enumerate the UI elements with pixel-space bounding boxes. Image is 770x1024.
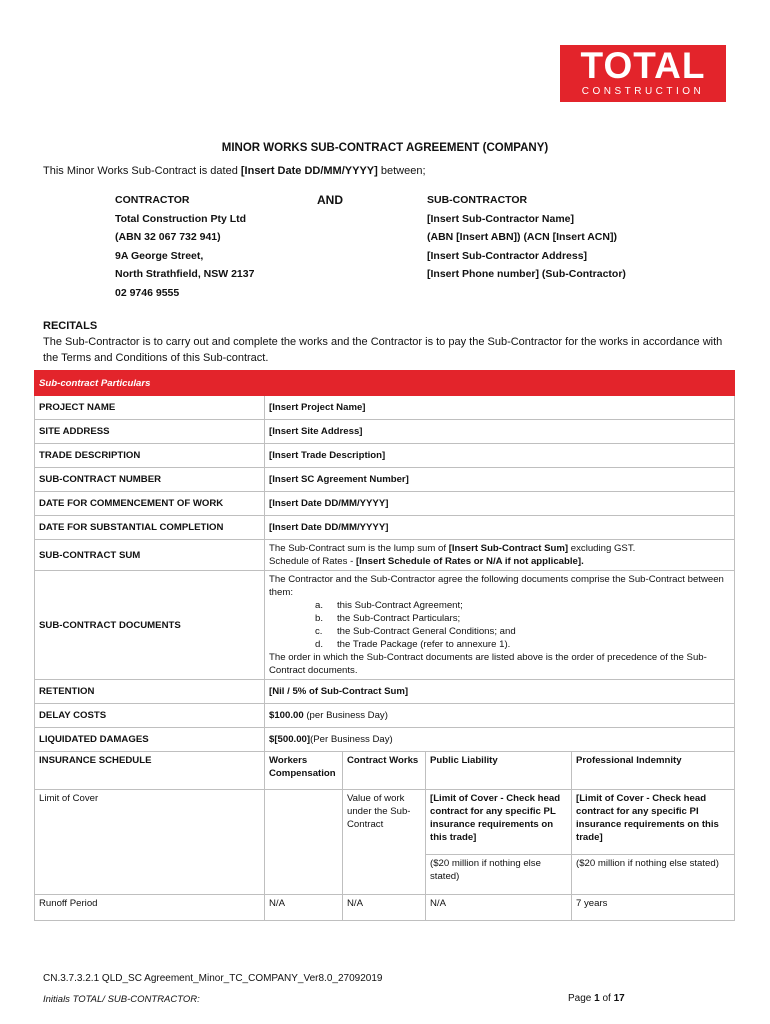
subcontractor-line: (ABN [Insert ABN]) (ACN [Insert ACN]) [427, 231, 617, 244]
table-row [35, 396, 735, 420]
ld-label: LIQUIDATED DAMAGES [35, 728, 265, 752]
runoff-value: 7 years [572, 895, 735, 921]
subcontractor-line: [Insert Sub-Contractor Address] [427, 249, 588, 262]
table-row [35, 468, 735, 492]
particulars-table [34, 370, 735, 921]
runoff-value: N/A [265, 895, 343, 921]
insurance-row [35, 752, 735, 790]
table-row [35, 516, 735, 540]
recitals-text: The Sub-Contractor is to carry out and complete the works and the Contractor is to pay the Sub-Contractor for the works in accordance with the Terms and Conditions of this Sub-contract. [43, 336, 723, 364]
recitals-heading: RECITALS [43, 320, 98, 332]
row-value: [Insert Project Name] [265, 396, 735, 420]
documents-outro: The order in which the Sub-Contract documents are listed above is the order of precedence of the Sub-Contract documents. [269, 652, 707, 676]
insurance-col: Contract Works [343, 752, 426, 790]
sum-line [269, 542, 730, 555]
document-title: MINOR WORKS SUB-CONTRACT AGREEMENT (COMPANY) [221, 142, 549, 154]
contractor-heading: CONTRACTOR [115, 194, 190, 206]
row-label: TRADE DESCRIPTION [35, 444, 265, 468]
subcontractor-heading: SUB-CONTRACTOR [427, 194, 528, 206]
limit-pl-note: ($20 million if nothing else stated) [426, 855, 572, 895]
delay-label: DELAY COSTS [35, 704, 265, 728]
runoff-label: Runoff Period [35, 895, 265, 921]
limit-pl: [Limit of Cover - Check head contract for any specific PL insurance requirements on this trade] [426, 790, 572, 855]
row-label: DATE FOR SUBSTANTIAL COMPLETION [35, 516, 265, 540]
insurance-label: INSURANCE SCHEDULE [35, 752, 265, 790]
table-row [35, 444, 735, 468]
list-item: c. the Sub-Contract General Conditions; and [315, 626, 516, 637]
contractor-line: (ABN 32 067 732 941) [115, 231, 221, 244]
insurance-col: Public Liability [426, 752, 572, 790]
sum-amount: [Insert Sub-Contract Sum] [448, 543, 569, 554]
row-label: SUB-CONTRACT NUMBER [35, 468, 265, 492]
limit-label: Limit of Cover [35, 790, 265, 895]
contractor-line: North Strathfield, NSW 2137 [115, 268, 255, 281]
limit-pi: [Limit of Cover - Check head contract for any specific PI insurance requirements on this trade] [572, 790, 735, 855]
contractor-line: 02 9746 9555 [115, 286, 180, 299]
delay-value: $100.00 (per Business Day) [265, 704, 735, 728]
document-code: CN.3.7.3.2.1 QLD_SC Agreement_Minor_TC_COMPANY_Ver8.0_27092019 [43, 973, 383, 984]
table-row [35, 571, 735, 680]
retention-value: [Nil / 5% of Sub-Contract Sum] [265, 680, 735, 704]
intro-line [43, 165, 426, 177]
row-value: [Insert Trade Description] [265, 444, 735, 468]
contractor-block [115, 191, 254, 303]
documents-label: SUB-CONTRACT DOCUMENTS [35, 571, 265, 680]
table-row [35, 492, 735, 516]
list-item: a. this Sub-Contract Agreement; [315, 600, 463, 611]
page-number: Page 1 of 17 [568, 993, 625, 1004]
total-construction-logo [560, 45, 726, 102]
intro-date: [Insert Date DD/MM/YYYY] [240, 165, 378, 177]
sum-value [265, 540, 735, 571]
table-row [35, 704, 735, 728]
insurance-col: Professional Indemnity [572, 752, 735, 790]
list-item: b. the Sub-Contract Particulars; [315, 613, 461, 624]
contractor-line: 9A George Street, [115, 249, 204, 262]
subcontractor-line: [Insert Phone number] (Sub-Contractor) [427, 268, 626, 281]
ld-value: $[500.00](Per Business Day) [265, 728, 735, 752]
row-value: [Insert SC Agreement Number] [265, 468, 735, 492]
logo-sub: CONSTRUCTION [581, 86, 705, 97]
sum-text: excluding GST. [568, 543, 636, 554]
intro-pre: This Minor Works Sub-Contract is dated [43, 165, 241, 177]
rates-text: Schedule of Rates - [269, 556, 356, 567]
runoff-value: N/A [343, 895, 426, 921]
retention-label: RETENTION [35, 680, 265, 704]
rates-line [269, 555, 730, 568]
contractor-line: Total Construction Pty Ltd [115, 212, 247, 225]
initials-label: Initials TOTAL/ SUB-CONTRACTOR: [43, 994, 200, 1005]
row-value: [Insert Date DD/MM/YYYY] [265, 516, 735, 540]
sum-text: The Sub-Contract sum is the lump sum of [269, 543, 449, 554]
subcontractor-block [427, 191, 626, 284]
rates-value: [Insert Schedule of Rates or N/A if not applicable]. [355, 556, 584, 567]
row-label: DATE FOR COMMENCEMENT OF WORK [35, 492, 265, 516]
runoff-row [35, 895, 735, 921]
logo-word: TOTAL [580, 45, 706, 86]
particulars-header: Sub-contract Particulars [35, 371, 735, 396]
table-row [35, 420, 735, 444]
insurance-col: Workers Compensation [265, 752, 343, 790]
table-row [35, 680, 735, 704]
row-label: SITE ADDRESS [35, 420, 265, 444]
limit-wc [265, 790, 343, 895]
limit-pi-note: ($20 million if nothing else stated) [572, 855, 735, 895]
list-item: d. the Trade Package (refer to annexure 1). [315, 639, 511, 650]
table-row [35, 540, 735, 571]
row-value: [Insert Date DD/MM/YYYY] [265, 492, 735, 516]
runoff-value: N/A [426, 895, 572, 921]
and-label: AND [317, 193, 343, 207]
limit-cw: Value of work under the Sub-Contract [343, 790, 426, 895]
limit-row [35, 790, 735, 855]
table-row [35, 728, 735, 752]
documents-list [269, 599, 730, 651]
intro-post: between; [377, 165, 426, 177]
subcontractor-line: [Insert Sub-Contractor Name] [427, 212, 575, 225]
documents-intro: The Contractor and the Sub-Contractor agree the following documents comprise the Sub-Contract between them: [269, 574, 724, 598]
documents-value [265, 571, 735, 680]
particulars-header-row [35, 371, 735, 396]
row-label: PROJECT NAME [35, 396, 265, 420]
row-value: [Insert Site Address] [265, 420, 735, 444]
sum-label: SUB-CONTRACT SUM [35, 540, 265, 571]
